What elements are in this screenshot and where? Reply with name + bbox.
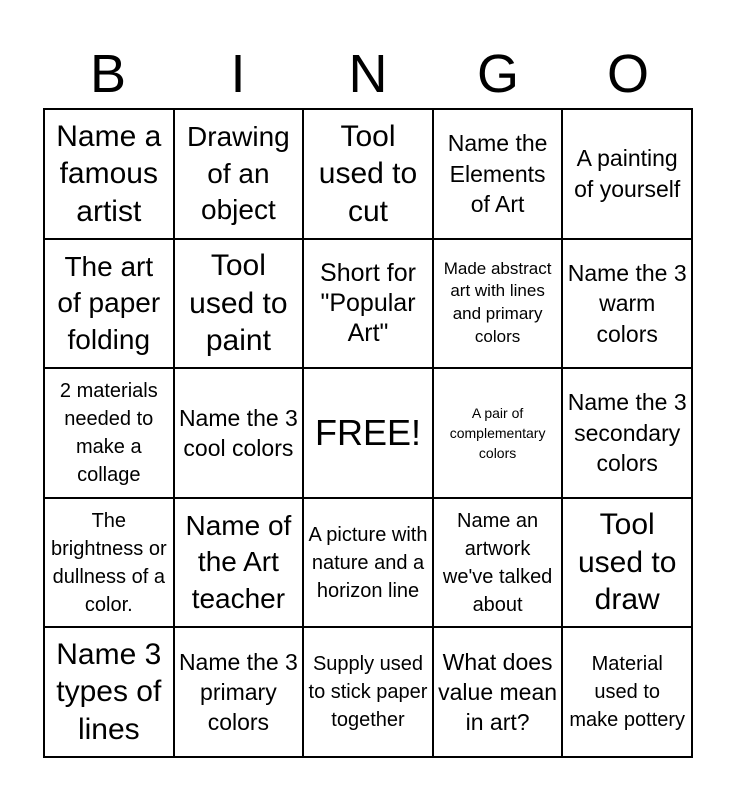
bingo-cell-g4[interactable]: Name an artwork we've talked about [433,498,563,628]
bingo-cell-b3[interactable]: 2 materials needed to make a collage [44,368,174,498]
bingo-cell-o3[interactable]: Name the 3 secondary colors [562,368,692,498]
bingo-cell-g5[interactable]: What does value mean in art? [433,627,563,757]
bingo-cell-n2[interactable]: Short for "Popular Art" [303,239,433,369]
bingo-cell-n4[interactable]: A picture with nature and a horizon line [303,498,433,628]
bingo-cell-o2[interactable]: Name the 3 warm colors [562,239,692,369]
bingo-cell-i4[interactable]: Name of the Art teacher [174,498,304,628]
bingo-cell-b5[interactable]: Name 3 types of lines [44,627,174,757]
bingo-cell-g3[interactable]: A pair of complementary colors [433,368,563,498]
bingo-cell-n1[interactable]: Tool used to cut [303,109,433,239]
bingo-cell-i5[interactable]: Name the 3 primary colors [174,627,304,757]
header-letter-o: O [606,44,649,104]
header-letter-i: I [230,44,246,104]
bingo-cell-o1[interactable]: A painting of yourself [562,109,692,239]
bingo-cell-o5[interactable]: Material used to make pottery [562,627,692,757]
bingo-cell-free[interactable]: FREE! [303,368,433,498]
bingo-header [43,40,693,108]
bingo-cell-o4[interactable]: Tool used to draw [562,498,692,628]
bingo-cell-i2[interactable]: Tool used to paint [174,239,304,369]
bingo-cell-b1[interactable]: Name a famous artist [44,109,174,239]
header-letter-b: B [89,44,127,104]
bingo-cell-g2[interactable]: Made abstract art with lines and primary colors [433,239,563,369]
header-letter-g: G [476,44,519,104]
bingo-cell-n5[interactable]: Supply used to stick paper together [303,627,433,757]
bingo-cell-b2[interactable]: The art of paper folding [44,239,174,369]
bingo-grid [43,108,693,758]
bingo-cell-b4[interactable]: The brightness or dullness of a color. [44,498,174,628]
bingo-cell-i3[interactable]: Name the 3 cool colors [174,368,304,498]
header-letter-n: N [348,44,388,104]
bingo-cell-i1[interactable]: Drawing of an object [174,109,304,239]
bingo-cell-g1[interactable]: Name the Elements of Art [433,109,563,239]
